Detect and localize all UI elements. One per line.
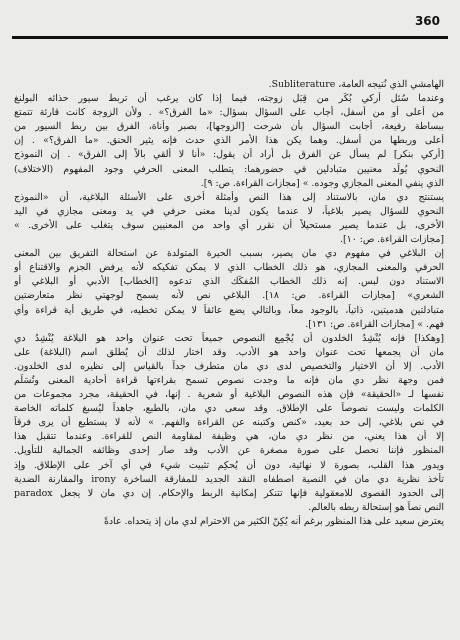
text-line: في نص بلاغي، إلى حد بعيد، «كنص وكتبنه عن القراءة والفهم. » لأنه لا يستطيع أن يرى فرقاً [14, 417, 444, 429]
header-rule [12, 36, 448, 39]
text-line: [مجازات القراءة. ص: ١٠]. [340, 234, 444, 246]
text-line: النحوي للسؤال يصير بلاغياً، لا عندما يكون لدينا معنى حرفي في يد ومعنى مجازي في اليد [14, 205, 444, 217]
text-line: يعترض سعيد على هذا المنظور برغم أنه يُكِنّ الكثير من الاحترام لدي مان إذ يتحداه. عادةً [103, 515, 444, 527]
text-line: من أعلى أو من أسفل، أجاب على السؤال بسؤال: «ما الفرق؟» . ولأن الزوجة كانت قارئة تتمتع [14, 107, 444, 119]
text-line: الهامشي الذي نُتيجه العامة، Subliterature. [268, 79, 444, 90]
text-line: النص نصاً هو إستحالة ربطه بالعالم. [308, 501, 444, 513]
text-line: الشعري» [مجازات القراءة. ص: ١٨]. البلاغي نص لأنه يسمح لوجهتي نظر متعارضتين [14, 290, 444, 302]
text-line: إلا أن هذا يعني، من نظر دي مان، هي وظيفة لمقاومة النص للقراءة. وعندما تتقبل هذا [14, 431, 444, 443]
text-line: فمن وجهة نظر دي مان فإنه ما وجدت نصوص تسمح بقراءتها قراءة أحادية المعنى وتُسَلِّم [14, 374, 444, 386]
text-line: مان أن يجمعها تحت عنوان واحد هو الأدب. وقد اختار لذلك أن يُطلق اسم (البلاغة) على [14, 346, 444, 358]
text-line: الأدب. إلا أن الاختيار والتخصيص لدى دي مان متطرف جداً بالقياس إلى نظيره لدى الخلدون. [14, 360, 444, 372]
text-line: ببساطة رفيعة، أجابت السؤال بأن شرحت [الزوجها]، بصبر وأناة، الفرق بين ربط السيور من [14, 121, 444, 133]
text-line: وعندما سُئل أركي بُكَر من قِبَل زوجته، فيما إذا كان يرغب أن تربط سيور حذائه البولنغ [14, 93, 444, 105]
text-line: الحرفي والمعنى المجازي، هو ذلك الخطاب الذي لا يمكن تفكيكه لأنه يرفض الجزم والاقتناع أو [14, 262, 444, 274]
page-number: 360 [414, 14, 440, 28]
text-line: الاستناد دون لبس. إنه ذلك الخطاب المُفكِّك الذي تدعوه [الخطاب] الأدبي أو البلاغي أو [14, 276, 444, 288]
text-line: أعلى وربطها من أسفل. وهما يكن هذا الأمر الذي حدث فإنه يثير الحنق. «ما الفرق؟» . إن [14, 135, 444, 147]
text-line: النحوي يُولِّد معنيين متبادلين في حضورهما: يتطلب المعنى الحرفي وجود المفهوم (الاختلاف) [14, 163, 444, 175]
text-line: [وهكذا] فإنه يُنْشِدُ الخلدون أن يُجْمِع النصوص جميعاً تحت عنوان واحد هو البلاغة يُنْشِدُ دي [14, 332, 444, 344]
text-line: المنظور فإننا نحصل على صورة مصغرة عن الأدب وقد صار إحدى وظائفه الجمالية للتأويل. [14, 445, 444, 457]
text-line: paradox إلى الحدود القصوى للامعقولية فإنها تتنكر إمكانية الربط والإحكام. إن دي مان لا يجعل [14, 487, 444, 499]
text-line: [أركي بنكر] لم يسأل عن الفرق بل أراد أن يقول: «أنا لا ألقي بالاً إلى الفرق» . إن النموذج [14, 149, 444, 161]
text-line: متبادلتين هدميتين، ذاتياً، بالوجود معاً، وبالتالي يضع عائقاً لا يمكن تخطيه، في طريق أية قراءة وأي [14, 304, 444, 316]
text-line: الذي ينفي المعنى المجازي وجوده. » [مجازات القراءة. ص: ٩]. [200, 177, 444, 189]
text-line: ويدور هذا القلب، بصورة لا نهائية، دون أن يُحكِم تثبيت شيء في أي آخر على الإطلاق. وإذ [14, 459, 444, 471]
text-line: نفسها لـ «الحقيقة» فإن هذه النصوص البلاغية أو شعرية . إنها، في الحقيقة، مجرد مجموعات من [14, 389, 444, 401]
text-line: فهم. » [مجازات القراءة. ص: ١٣١]. [305, 318, 444, 330]
text-line: الكلمات وليست نصوصاً على الإطلاق. وقد سعى دي مان، بالطبع، جاهداً ليُسبغ كلماته الخاصة [14, 403, 444, 415]
text-line: إن البلاغي في مفهوم دي مان يصير، بسبب الحيرة المتولدة عن استحالة التفريق بين المعنى [14, 248, 444, 260]
text-line: تأخذ نظرية دي مان في النصية اصطفاه النقد الجديد للمفارقة الساخرة irony والمقارنة الضدية [14, 473, 444, 485]
text-line: الأخرى، بل عندما يصير مستحيلاً أن نقرر أي واحد من المعنيين سوف يتغلب على الأخرى. » [14, 219, 444, 231]
text-line: يستنتج دي مان، بالاستناد إلى هذا النص وأمثلة أخرى على الأسئلة البلاغية، أن «النموذج [14, 191, 444, 203]
document-body [14, 78, 444, 634]
